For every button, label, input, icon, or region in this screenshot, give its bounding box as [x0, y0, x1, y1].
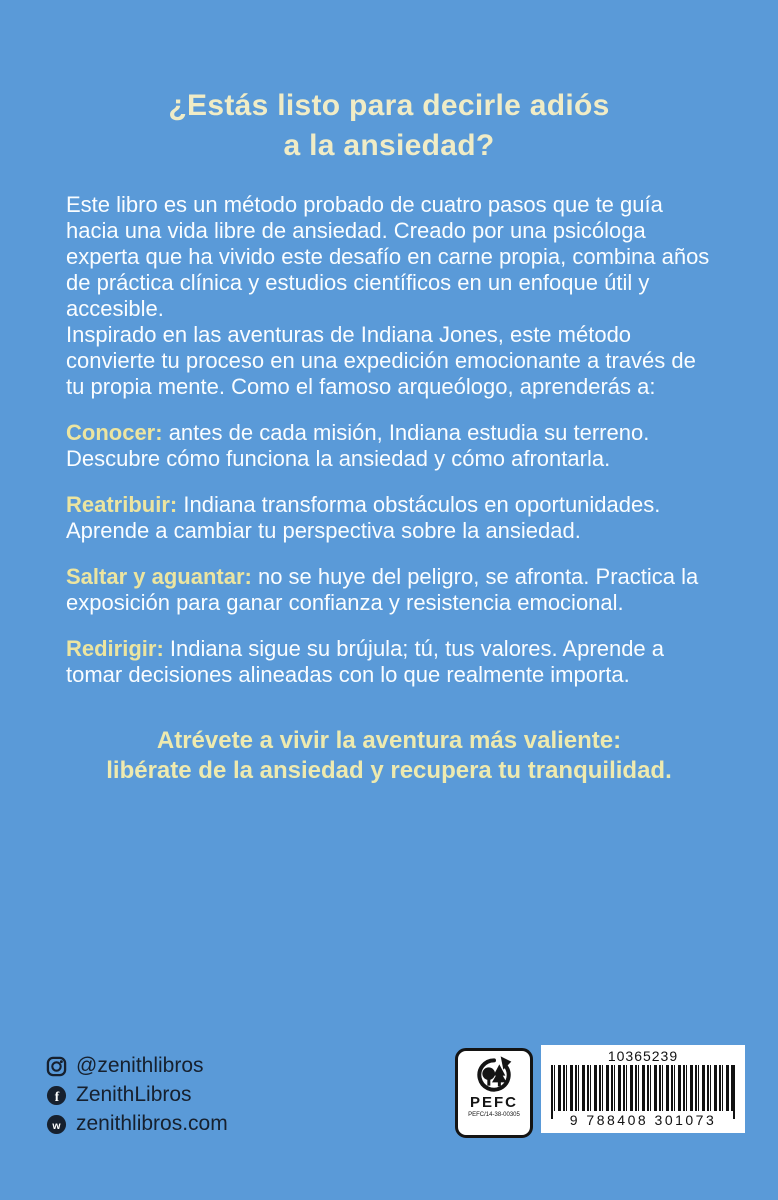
closing-line-2: libérate de la ansiedad y recupera tu tranquilidad. — [106, 757, 672, 784]
body-text-block — [64, 192, 714, 688]
closing-tagline — [10, 726, 768, 786]
svg-text:f: f — [54, 1088, 60, 1104]
step-saltar-text: no se huye del peligro, se afronta. Practica la exposición para ganar confianza y resistencia emocional. — [66, 564, 699, 615]
facebook-icon — [46, 1085, 67, 1106]
intro-paragraph: Este libro es un método probado de cuatro pasos que te guía hacia una vida libre de ansiedad. Creado por una psicóloga experta que ha vivido este desafío en carne propia, combina años de práctica clínica y estudios científicos en un enfoque útil y accesible. — [66, 192, 710, 321]
inspiration-paragraph: Inspirado en las aventuras de Indiana Jones, este método convierte tu proceso en una expedición emocionante a través de tu propia mente. Como el famoso arqueólogo, aprenderás a: — [66, 322, 696, 399]
step-conocer-text: antes de cada misión, Indiana estudia su terreno. Descubre cómo funciona la ansiedad y cómo afrontarla. — [66, 420, 650, 471]
svg-text:w: w — [52, 1119, 61, 1132]
website-url: zenithlibros.com — [76, 1112, 228, 1135]
pefc-cert-number: PEFC/14-38-00305 — [468, 1112, 520, 1118]
barcode-top-number: 10365239 — [607, 1048, 679, 1064]
step-redirigir-label: Redirigir: — [66, 636, 164, 661]
social-row-facebook — [46, 1083, 228, 1107]
social-row-website — [46, 1112, 228, 1136]
web-icon — [46, 1114, 67, 1135]
step-redirigir-text: Indiana sigue su brújula; tú, tus valores. Aprende a tomar decisiones alineadas con lo que realmente importa. — [66, 636, 665, 687]
barcode — [541, 1045, 745, 1133]
instagram-handle: @zenithlibros — [76, 1054, 204, 1077]
step-reatribuir — [66, 492, 714, 544]
closing-line-1: Atrévete a vivir la aventura más valiente: — [156, 727, 622, 754]
pefc-certification-logo — [455, 1048, 533, 1138]
step-reatribuir-text: Indiana transforma obstáculos en oportunidades. Aprende a cambiar tu perspectiva sobre la ansiedad. — [66, 492, 661, 543]
pefc-label: PEFC — [469, 1094, 518, 1111]
instagram-icon — [46, 1056, 67, 1077]
title-line-2: a la ansiedad? — [283, 129, 495, 162]
step-reatribuir-label: Reatribuir: — [66, 492, 178, 517]
facebook-handle: ZenithLibros — [76, 1083, 192, 1106]
barcode-isbn-number: 9 788408 301073 — [569, 1112, 717, 1128]
title-line-1: ¿Estás listo para decirle adiós — [168, 89, 610, 122]
barcode-bars — [551, 1065, 735, 1111]
step-saltar-y-aguantar — [66, 564, 714, 616]
pefc-trees-icon — [474, 1055, 514, 1095]
step-conocer-label: Conocer: — [66, 420, 163, 445]
step-redirigir — [66, 636, 714, 688]
page-title — [40, 86, 738, 166]
social-row-instagram — [46, 1054, 228, 1078]
step-saltar-label: Saltar y aguantar: — [66, 564, 252, 589]
social-links — [46, 1054, 228, 1141]
step-conocer — [66, 420, 714, 472]
